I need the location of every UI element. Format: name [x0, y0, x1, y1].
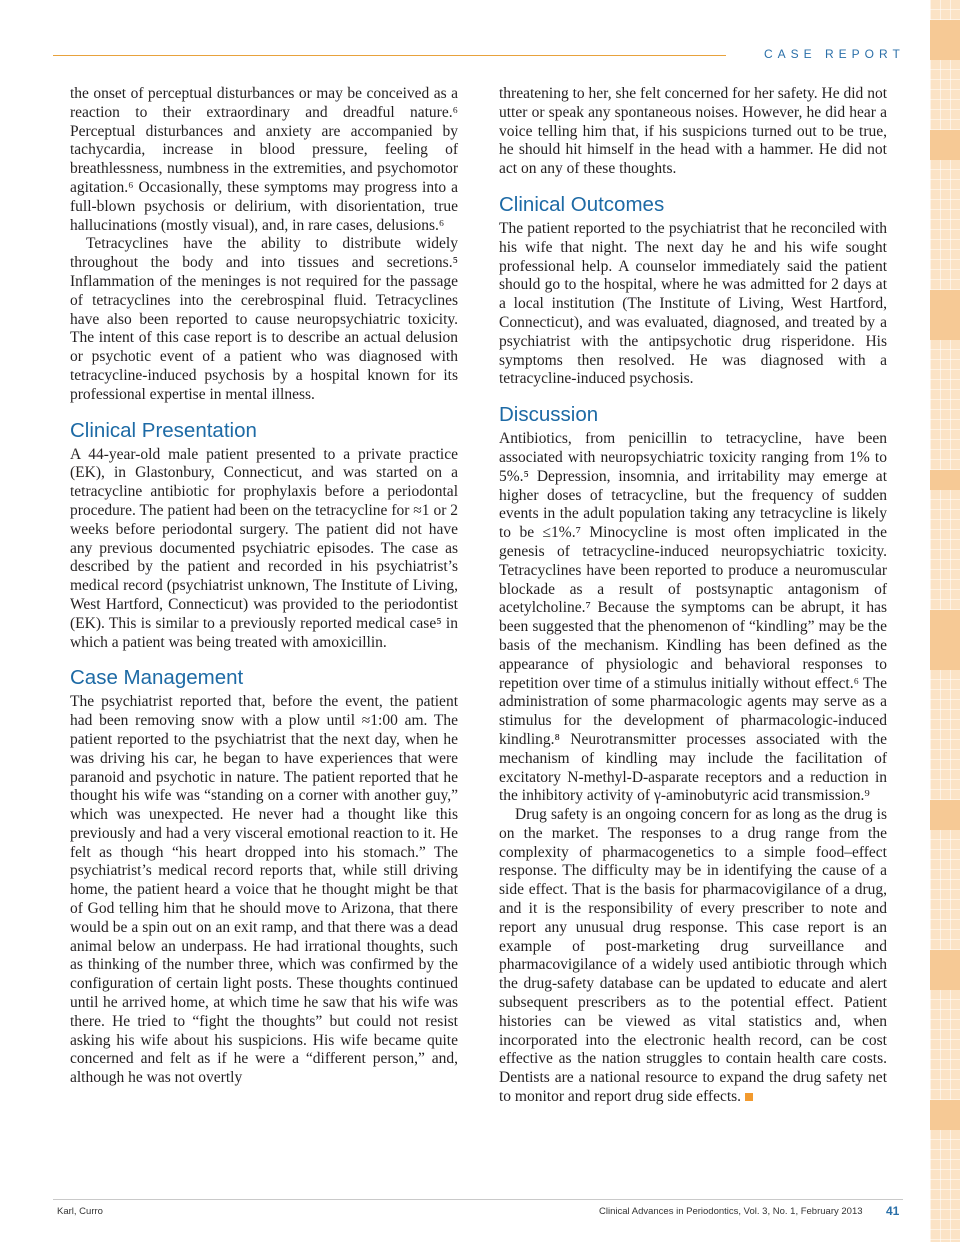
section-heading-clinical-presentation: Clinical Presentation — [70, 418, 257, 442]
footer-authors: Karl, Curro — [57, 1206, 103, 1217]
body-paragraph: A 44-year-old male patient presented to a private practice (EK), in Glastonbury, Connecticut, and was started on a tetracycline antibiotic for prophylaxis before a periodontal procedure. The patient had been on the tetracycline for ≈1 or 2 weeks before periodontal surgery. The patient did not have any previous documented psychiatric episodes. The case as described by the patient and recorded in his psychiatrist’s medical record (psychiatrist unknown, The Institute of Living, West Hartford, Connecticut) was provided to the periodontist (EK). This is similar to a previously reported medical case⁵ in which a patient was being treated with amoxicillin. — [70, 445, 458, 651]
body-paragraph: the onset of perceptual disturbances or may be conceived as a reaction to their extraordinary and dreadful nature.⁶ Perceptual disturbances and anxiety are accompanied by tachycardia, increase in blood pressure, feeling of breathlessness, numbness in the extremities, and psychomotor agitation.⁶ Occasionally, these symptoms may progress into a full-blown psychosis or delirium, with disorientation, true hallucinations (mostly visual), and, in rare cases, delusions.⁶ — [70, 85, 458, 234]
right-column — [499, 85, 887, 1107]
running-head: CASE REPORT — [764, 47, 905, 61]
page-number: 41 — [886, 1204, 900, 1218]
end-of-article-mark — [745, 1093, 753, 1101]
body-paragraph-final — [499, 806, 887, 1107]
body-paragraph: Antibiotics, from penicillin to tetracycline, have been associated with neuropsychiatric toxicity ranging from 1% to 5%.⁵ Depression, insomnia, and irritability may emerge at higher doses of tetracycline, but the frequency of sudden events in the adult population taking any tetracycline is likely to be ≤1%.⁷ Minocycline is most often implicated in the genesis of tetracycline-induced neuropsychiatric toxicity. Tetracyclines have been reported to produce a neuromuscular blockade as a result of postsynaptic antagonism of acetylcholine.⁷ Because the symptoms can be abrupt, it has been suggested that the phenomenon of “kindling” may be the basis of the mechanism. Kindling has been defined as the appearance of physiologic and behavioral responses to repetition over time of a stimulus initially without effect.⁶ The administration of some pharmacologic agents may serve as a stimulus for the development of pharmacologic-induced kindling.⁸ Neurotransmitter processes associated with the mechanism of kindling may include the facilitation of excitatory N-methyl-D-asparate receptors and a reduction in the inhibitory activity of γ-aminobutyric acid transmission.⁹ — [499, 430, 887, 805]
section-heading-discussion: Discussion — [499, 403, 599, 427]
final-paragraph-text: Drug safety is an ongoing concern for as long as the drug is on the market. The responses to a drug range from the complexity of pharmacogenetics to a simple food–effect response. The difficulty may be in identifying the cause of a side effect. That is the basis for pharmacovigilance of a drug, and it is the responsibility of every prescriber to note and report any unusual drug response. This case report is an example of post-marketing drug surveillance and pharmacovigilance of a widely used antibiotic through which the drug-safety database can be updated to educate and alert subsequent prescribers as to the potential effect. Patient histories can be viewed as vital statistics and, when incorporated into the electronic health record, can be cost effective as the nation struggles to contain health care costs. Dentists are a national resource to expand the drug safety net to monitor and report drug side effects. — [499, 806, 887, 1106]
body-paragraph: threatening to her, she felt concerned for her safety. He did not utter or speak any spontaneous noises. However, he did hear a voice telling him that, if his suspicions turned out to be true, he should hit himself in the head with a hammer. He did not act on any of these thoughts. — [499, 85, 887, 178]
footer-journal-citation: Clinical Advances in Periodontics, Vol. 3, No. 1, February 2013 — [599, 1206, 863, 1217]
body-paragraph: Tetracyclines have the ability to distribute widely throughout the body and into tissues and secretions.⁵ Inflammation of the meninges is not required for the passage of tetracyclines into the cerebrospinal fluid. Tetracyclines have also been reported to cause neuropsychiatric toxicity. The intent of this case report is to describe an actual delusion or psychotic event of a patient who was diagnosed with tetracycline-induced psychosis by a hospital known for its professional expertise in mental illness. — [70, 235, 458, 403]
section-heading-clinical-outcomes: Clinical Outcomes — [499, 192, 665, 216]
header-rule — [53, 55, 726, 56]
body-paragraph: The psychiatrist reported that, before the event, the patient had been removing snow with a plow until ≈1:00 am. The patient reported to the psychiatrist that the next day, when he was driving his car, he began to have experiences that were paranoid and psychotic in nature. The patient reported that he thought his wife was “standing on a corner with another guy,” which was unexpected. He never had a thought like this previously and had a very visceral emotional reaction to it. He felt as though “his heart dropped into his stomach.” The psychiatrist’s medical record reports that, while still driving home, the patient heard a voice that he thought might be that of God telling him that he should move to Arizona, that there would be a spin out on an exit ramp, and that there was a dead animal below an underpass. He had irrational thoughts, such as thinking of the number three, which was confirmed by the configuration of certain light posts. These thoughts continued until he arrived home, at which time he saw that his wife was there. He tried to “fight the thoughts” but could not resist asking his wife about his suspicions. His wife became quite concerned and felt as if he were a “different person,” and, although he was not overtly — [70, 693, 458, 1087]
footer-rule — [53, 1199, 903, 1200]
decorative-edge-strip — [930, 0, 960, 1242]
section-heading-case-management: Case Management — [70, 666, 244, 690]
left-column — [70, 85, 458, 1088]
body-paragraph: The patient reported to the psychiatrist that he reconciled with his wife that night. The next day he and his wife sought professional help. A counselor immediately said the patient should go to the hospital, where he was admitted for 2 days at a local institution (The Institute of Living, West Hartford, Connecticut), and was evaluated, diagnosed, and treated by a psychiatrist with the antipsychotic drug risperidone. His symptoms then resolved. He was diagnosed with a tetracycline-induced psychosis. — [499, 219, 887, 388]
